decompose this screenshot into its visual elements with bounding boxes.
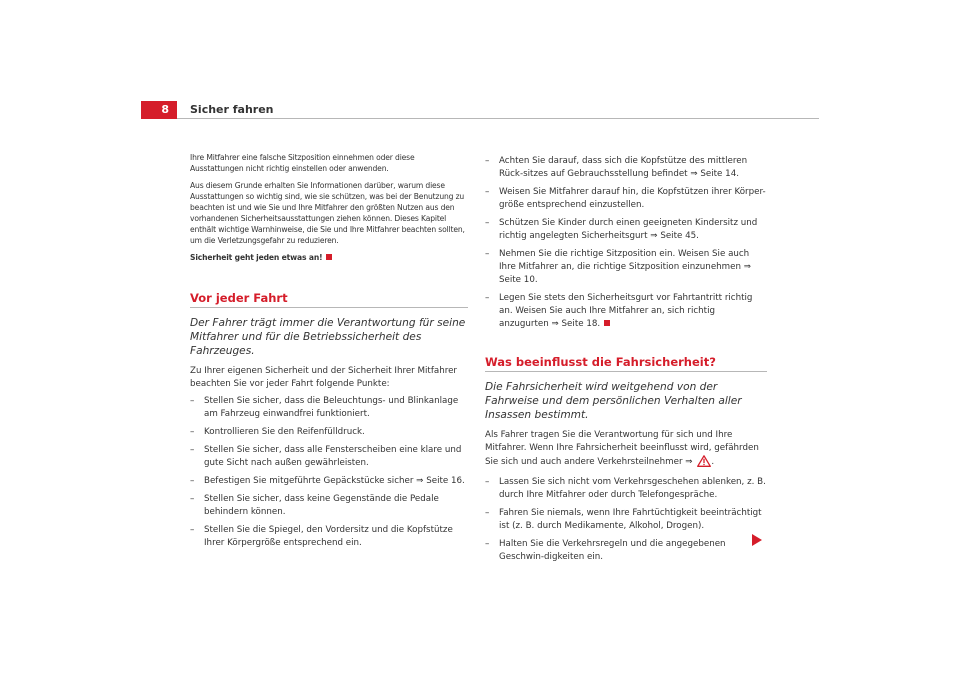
page-header-title: Sicher fahren	[190, 103, 274, 116]
section-fahrsicherheit	[485, 355, 767, 564]
intro-paragraph-1: Ihre Mitfahrer eine falsche Sitzposition einnehmen oder diese Ausstattungen nicht richtig einstellen oder anwenden.	[190, 153, 415, 173]
section-lead: Zu Ihrer eigenen Sicherheit und der Sicherheit Ihrer Mitfahrer beachten Sie vor jeder Fahrt folgende Punkte:	[190, 366, 458, 389]
checklist-continued	[485, 155, 767, 331]
section-subtitle: Der Fahrer trägt immer die Verantwortung für seine Mitfahrer und für die Betriebssicherheit des Fahrzeuges.	[190, 317, 466, 357]
section-title: Was beeinflusst die Fahrsicherheit?	[485, 355, 767, 372]
section-end-icon	[326, 254, 332, 260]
list-item: – Befestigen Sie mitgeführte Gepäckstücke sicher ⇒ Seite 16.	[190, 475, 468, 488]
list-item: – Stellen Sie die Spiegel, den Vordersitz und die Kopfstütze Ihrer Körpergröße entsprechend ein.	[190, 524, 468, 550]
section-subtitle: Die Fahrsicherheit wird weitgehend von der Fahrweise und dem persönlichen Verhalten aller Insassen bestimmt.	[485, 381, 742, 421]
safety-list	[485, 476, 767, 564]
intro-bold-text: Sicherheit geht jeden etwas an!	[190, 253, 323, 262]
list-item: – Weisen Sie Mitfahrer darauf hin, die Kopfstützen ihrer Körper-größe entsprechend einzustellen.	[485, 186, 767, 212]
list-item: – Kontrollieren Sie den Reifenfülldruck.	[190, 426, 468, 439]
list-item: – Lassen Sie sich nicht vom Verkehrsgeschehen ablenken, z. B. durch Ihre Mitfahrer oder durch Telefongespräche.	[485, 476, 767, 502]
list-item: – Stellen Sie sicher, dass keine Gegenstände die Pedale behindern können.	[190, 493, 468, 519]
list-item: – Achten Sie darauf, dass sich die Kopfstütze des mittleren Rück-sitzes auf Gebrauchsstellung befindet ⇒ Seite 14.	[485, 155, 767, 181]
section-vor-jeder-fahrt	[190, 291, 468, 550]
list-item: – Fahren Sie niemals, wenn Ihre Fahrtüchtigkeit beeinträchtigt ist (z. B. durch Medikamente, Alkohol, Drogen).	[485, 507, 767, 533]
list-item: – Schützen Sie Kinder durch einen geeigneten Kindersitz und richtig angelegten Sicherheitsgurt ⇒ Seite 45.	[485, 217, 767, 243]
list-item: – Stellen Sie sicher, dass die Beleuchtungs- und Blinkanlage am Fahrzeug einwandfrei funktioniert.	[190, 395, 468, 421]
checklist	[190, 395, 468, 550]
intro-bold-line	[190, 252, 468, 263]
section-lead-text: Als Fahrer tragen Sie die Verantwortung für sich und Ihre Mitfahrer. Wenn Ihre Fahrsicherheit beeinflusst wird, gefährden Sie sich und auch andere Verkehrsteilnehmer ⇒	[485, 430, 759, 467]
next-page-arrow-icon[interactable]	[752, 531, 762, 550]
warning-triangle-icon[interactable]	[697, 455, 711, 472]
intro-paragraph-2: Aus diesem Grunde erhalten Sie Informationen darüber, warum diese Ausstattungen so wichtig sind, wie sie schützen, was bei der Benutzung zu beachten ist und wie Sie und Ihre Mitfahrer den größten Nutzen aus den vorhandenen Sicherheitsausstattungen ziehen können. Dieses Kapitel enthält wichtige Warnhinweise, die Sie und Ihre Mitfahrer beachten sollten, um die Verletzungsgefahr zu reduzieren.	[190, 181, 465, 245]
left-column	[190, 152, 468, 555]
section-lead	[485, 429, 767, 472]
right-column	[485, 155, 767, 569]
list-item: – Nehmen Sie die richtige Sitzposition ein. Weisen Sie auch Ihre Mitfahrer an, die richtige Sitzposition einzunehmen ⇒ Seite 10.	[485, 248, 767, 287]
list-item: – Stellen Sie sicher, dass alle Fensterscheiben eine klare und gute Sicht nach außen gewährleisten.	[190, 444, 468, 470]
list-item-last	[485, 292, 767, 331]
section-title: Vor jeder Fahrt	[190, 291, 468, 308]
page-number: 8	[141, 101, 177, 119]
header-divider	[177, 118, 819, 119]
list-item-text: Legen Sie stets den Sicherheitsgurt vor Fahrtantritt richtig an. Weisen Sie auch Ihre Mitfahrer an, sich richtig anzugurten ⇒ Seite 18.	[499, 293, 753, 329]
list-item: – Halten Sie die Verkehrsregeln und die angegebenen Geschwin-digkeiten ein.	[485, 538, 767, 564]
section-end-icon	[604, 320, 610, 326]
section-lead-end: .	[711, 457, 715, 467]
